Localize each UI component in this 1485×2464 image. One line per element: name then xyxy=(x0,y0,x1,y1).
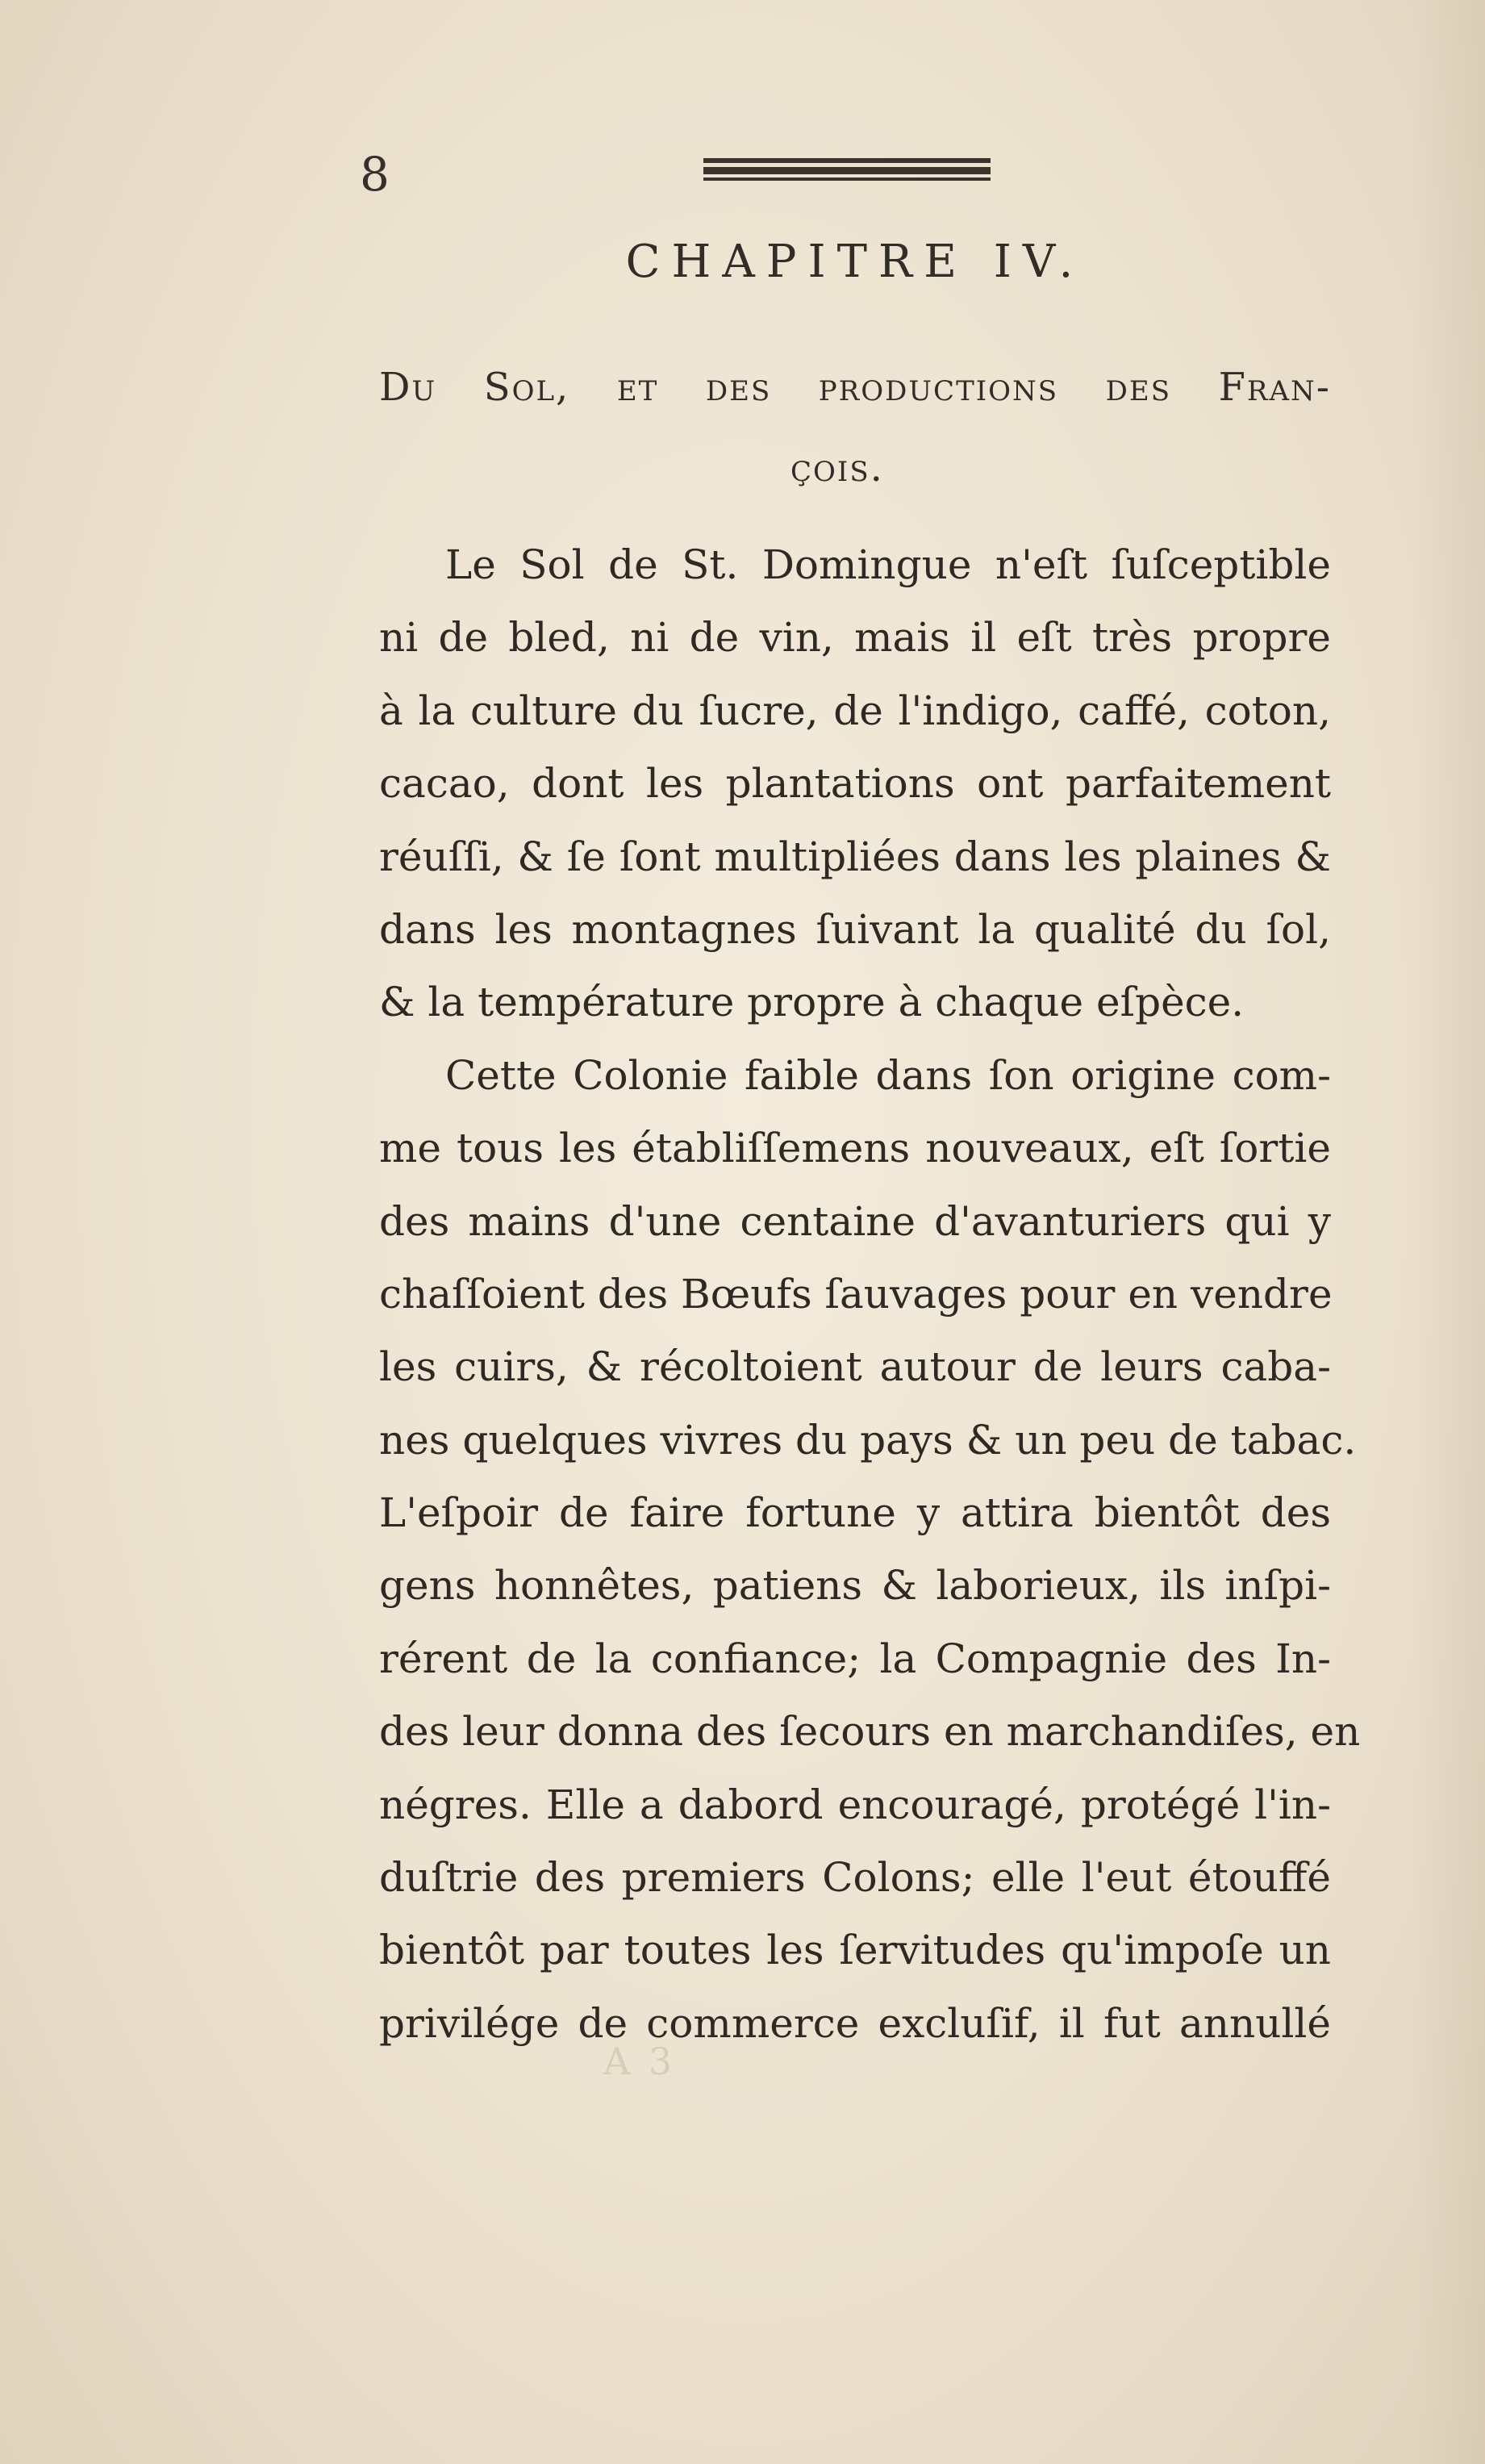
section-title-line: çois. xyxy=(790,445,884,491)
header-rule-line xyxy=(703,158,991,163)
text-line: des mains d'une centaine d'avanturiers qui y xyxy=(379,1197,1331,1245)
text-line: nes quelques vivres du pays & un peu de tabac. xyxy=(379,1416,1357,1464)
header-rule-line xyxy=(703,167,991,174)
text-line: négres. Elle a dabord encouragé, protégé l'in- xyxy=(379,1781,1331,1828)
page-number: 8 xyxy=(360,147,390,202)
text-line: ni de bled, ni de vin, mais il eſt très propre xyxy=(379,614,1331,662)
text-line: dans les montagnes ſuivant la qualité du ſol, xyxy=(379,905,1331,953)
text-line: & la température propre à chaque eſpèce. xyxy=(379,979,1245,1026)
text-line: L'eſpoir de faire fortune y attira bientôt des xyxy=(379,1489,1331,1537)
header-rule-line xyxy=(703,177,991,181)
section-title-line: Du Sol, et des productions des Fran- xyxy=(379,365,1331,410)
text-line: privilége de commerce excluſif, il fut annullé xyxy=(379,1999,1331,2047)
chapter-title: CHAPITRE IV. xyxy=(625,236,1085,288)
text-line: me tous les établiſſemens nouveaux, eſt ſortie xyxy=(379,1125,1331,1172)
text-line: à la culture du ſucre, de l'indigo, caffé, coton, xyxy=(379,687,1331,734)
header-rule xyxy=(703,158,991,182)
text-line: chaſſoient des Bœufs ſauvages pour en vendre xyxy=(379,1270,1333,1318)
text-line: cacao, dont les plantations ont parfaitement xyxy=(379,760,1331,808)
body-text xyxy=(379,528,1361,2060)
text-line: des leur donna des ſecours en marchandiſes, en xyxy=(379,1708,1361,1756)
text-line: gens honnêtes, patiens & laborieux, ils inſpi- xyxy=(379,1562,1331,1610)
signature-mark: A 3 xyxy=(603,2040,676,2083)
text-line: les cuirs, & récoltoient autour de leurs caba- xyxy=(379,1343,1331,1391)
text-line: duſtrie des premiers Colons; elle l'eut étouffé xyxy=(379,1854,1331,1902)
paragraph-2 xyxy=(379,1039,1361,2060)
page-edge-shadow xyxy=(1412,0,1485,2464)
paragraph-1 xyxy=(379,528,1331,1039)
section-title xyxy=(379,347,1331,508)
text-line: bientôt par toutes les ſervitudes qu'impoſe un xyxy=(379,1927,1331,1974)
text-line: rérent de la confiance; la Compagnie des In- xyxy=(379,1635,1331,1682)
text-line: réuſſi, & ſe ſont multipliées dans les plaines & xyxy=(379,833,1331,880)
text-line: Cette Colonie faible dans ſon origine com- xyxy=(445,1051,1331,1099)
text-line: Le Sol de St. Domingue n'eſt ſuſceptible xyxy=(445,541,1331,588)
